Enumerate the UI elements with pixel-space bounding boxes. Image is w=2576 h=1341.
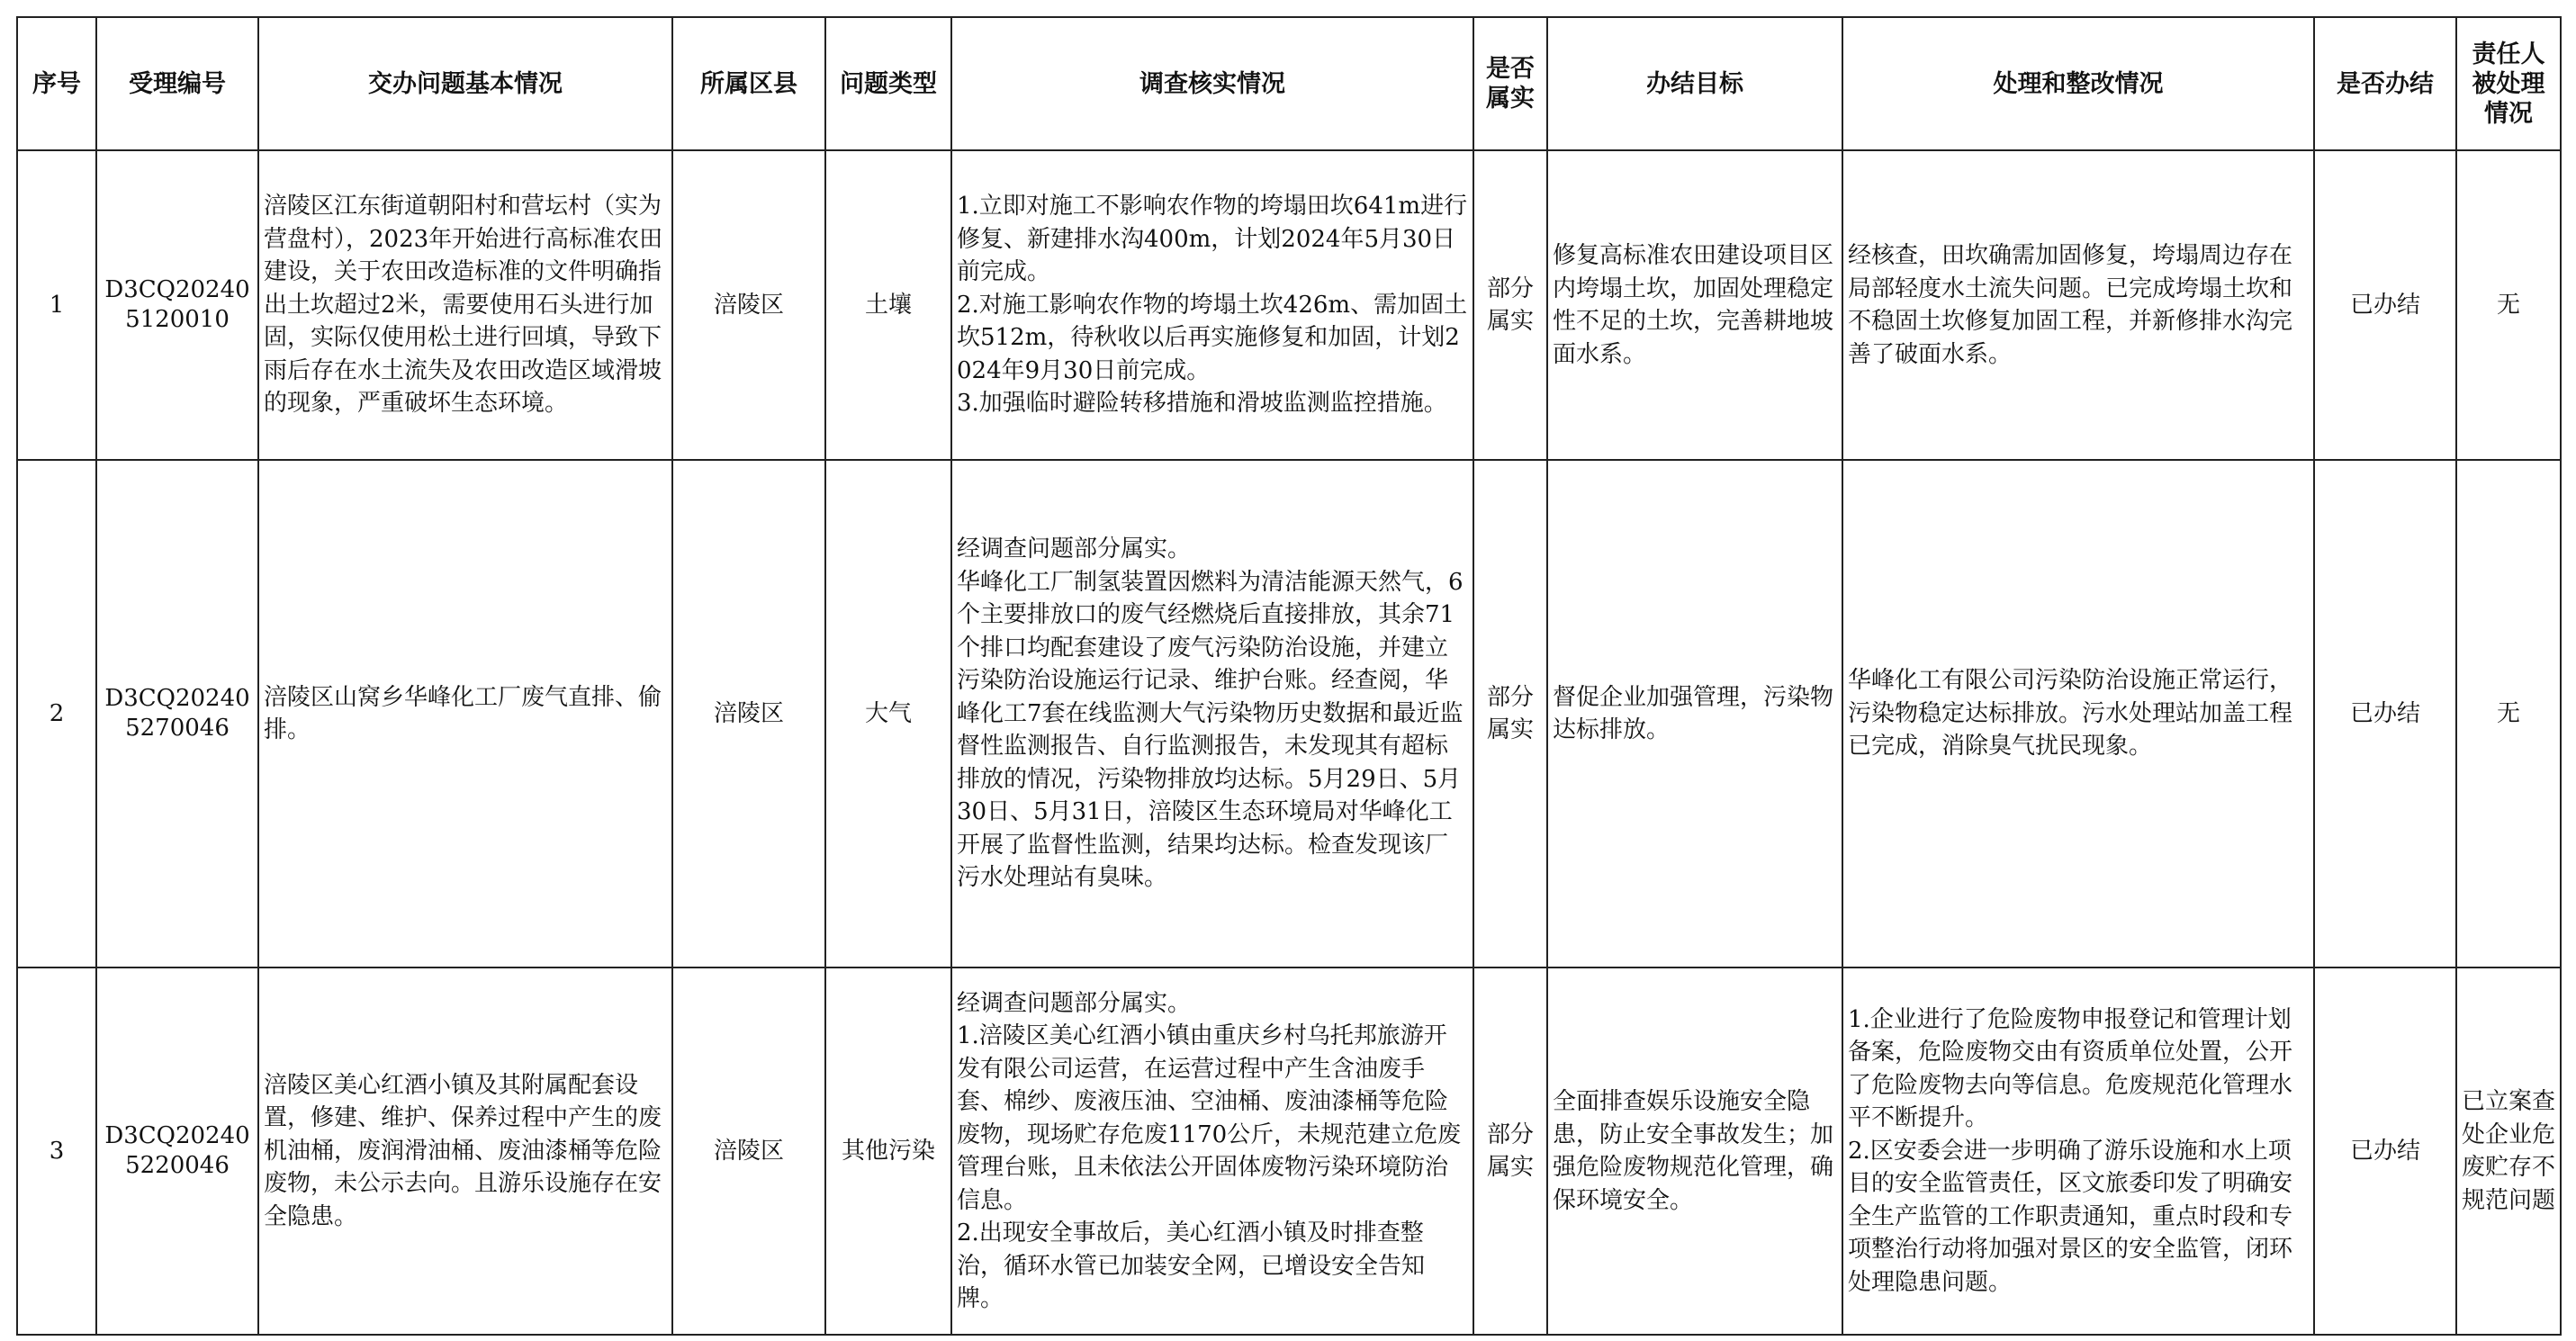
table-header-row: [17, 17, 2561, 150]
row-seq: 2: [17, 460, 96, 968]
row-investigation: 经调查问题部分属实。 华峰化工厂制氢装置因燃料为清洁能源天然气，6个主要排放口的废气经燃烧后直接排放，其余71个排口均配套建设了废气污染防治设施，并建立污染防治设施运行记录、维护台账。经查阅，华峰化工7套在线监测大气污染物历史数据和最近监督性监测报告、自行监测报告，未发现其有超标排放的情况，污染物排放均达标。5月29日、5月30日、5月31日，涪陵区生态环境局对华峰化工开展了监督性监测，结果均达标。检查发现该厂污水处理站有臭味。: [951, 460, 1473, 968]
header-is-true: 是否属实: [1473, 17, 1547, 150]
complaint-table: [16, 16, 2562, 1336]
row-accountability: 已立案查处企业危废贮存不规范问题: [2456, 968, 2561, 1335]
row-is-closed: 已办结: [2314, 460, 2456, 968]
row-is-true: 部分属实: [1473, 150, 1547, 460]
header-goal: 办结目标: [1547, 17, 1842, 150]
table-row: [17, 150, 2561, 460]
row-type: 土壤: [825, 150, 951, 460]
header-handling: 处理和整改情况: [1842, 17, 2314, 150]
table-row: [17, 460, 2561, 968]
row-type: 大气: [825, 460, 951, 968]
row-district: 涪陵区: [672, 150, 825, 460]
row-handling: 经核查，田坎确需加固修复，垮塌周边存在局部轻度水土流失问题。已完成垮塌土坎和不稳固土坎修复加固工程，并新修排水沟完善了破面水系。: [1842, 150, 2314, 460]
row-handling: 1.企业进行了危险废物申报登记和管理计划备案，危险废物交由有资质单位处置，公开了危险废物去向等信息。危废规范化管理水平不断提升。 2.区安委会进一步明确了游乐设施和水上项目的安全监管责任，区文旅委印发了明确安全生产监管的工作职责通知，重点时段和专项整治行动将加强对景区的安全监管，闭环处理隐患问题。: [1842, 968, 2314, 1335]
row-goal: 全面排查娱乐设施安全隐患，防止安全事故发生；加强危险废物规范化管理，确保环境安全。: [1547, 968, 1842, 1335]
header-investigation: 调查核实情况: [951, 17, 1473, 150]
row-code: D3CQ202405270046: [96, 460, 258, 968]
row-investigation: 经调查问题部分属实。 1.涪陵区美心红酒小镇由重庆乡村乌托邦旅游开发有限公司运营，在运营过程中产生含油废手套、棉纱、废液压油、空油桶、废油漆桶等危险废物，现场贮存危废1170公斤，未规范建立危废管理台账，且未依法公开固体废物污染环境防治信息。 2.出现安全事故后，美心红酒小镇及时排查整治，循环水管已加装安全网，已增设安全告知牌。: [951, 968, 1473, 1335]
row-issue: 涪陵区美心红酒小镇及其附属配套设置，修建、维护、保养过程中产生的废机油桶，废润滑油桶、废油漆桶等危险废物，未公示去向。且游乐设施存在安全隐患。: [258, 968, 672, 1335]
header-is-closed: 是否办结: [2314, 17, 2456, 150]
header-issue: 交办问题基本情况: [258, 17, 672, 150]
row-goal: 修复高标准农田建设项目区内垮塌土坎，加固处理稳定性不足的土坎，完善耕地坡面水系。: [1547, 150, 1842, 460]
row-seq: 1: [17, 150, 96, 460]
header-seq: 序号: [17, 17, 96, 150]
row-accountability: 无: [2456, 150, 2561, 460]
row-district: 涪陵区: [672, 968, 825, 1335]
row-investigation: 1.立即对施工不影响农作物的垮塌田坎641m进行修复、新建排水沟400m，计划2024年5月30日前完成。 2.对施工影响农作物的垮塌土坎426m、需加固土坎512m，待秋收以后再实施修复和加固，计划2024年9月30日前完成。 3.加强临时避险转移措施和滑坡监测监控措施。: [951, 150, 1473, 460]
row-is-true: 部分属实: [1473, 968, 1547, 1335]
header-code: 受理编号: [96, 17, 258, 150]
header-type: 问题类型: [825, 17, 951, 150]
row-type: 其他污染: [825, 968, 951, 1335]
header-district: 所属区县: [672, 17, 825, 150]
row-accountability: 无: [2456, 460, 2561, 968]
row-district: 涪陵区: [672, 460, 825, 968]
row-issue: 涪陵区山窝乡华峰化工厂废气直排、偷排。: [258, 460, 672, 968]
row-goal: 督促企业加强管理，污染物达标排放。: [1547, 460, 1842, 968]
row-issue: 涪陵区江东街道朝阳村和营坛村（实为营盘村），2023年开始进行高标准农田建设，关于农田改造标准的文件明确指出土坎超过2米，需要使用石头进行加固，实际仅使用松土进行回填，导致下雨后存在水土流失及农田改造区域滑坡的现象，严重破坏生态环境。: [258, 150, 672, 460]
header-accountability: 责任人被处理情况: [2456, 17, 2561, 150]
row-handling: 华峰化工有限公司污染防治设施正常运行，污染物稳定达标排放。污水处理站加盖工程已完成，消除臭气扰民现象。: [1842, 460, 2314, 968]
row-code: D3CQ202405220046: [96, 968, 258, 1335]
row-seq: 3: [17, 968, 96, 1335]
row-code: D3CQ202405120010: [96, 150, 258, 460]
table-row: [17, 968, 2561, 1335]
row-is-true: 部分属实: [1473, 460, 1547, 968]
row-is-closed: 已办结: [2314, 150, 2456, 460]
row-is-closed: 已办结: [2314, 968, 2456, 1335]
